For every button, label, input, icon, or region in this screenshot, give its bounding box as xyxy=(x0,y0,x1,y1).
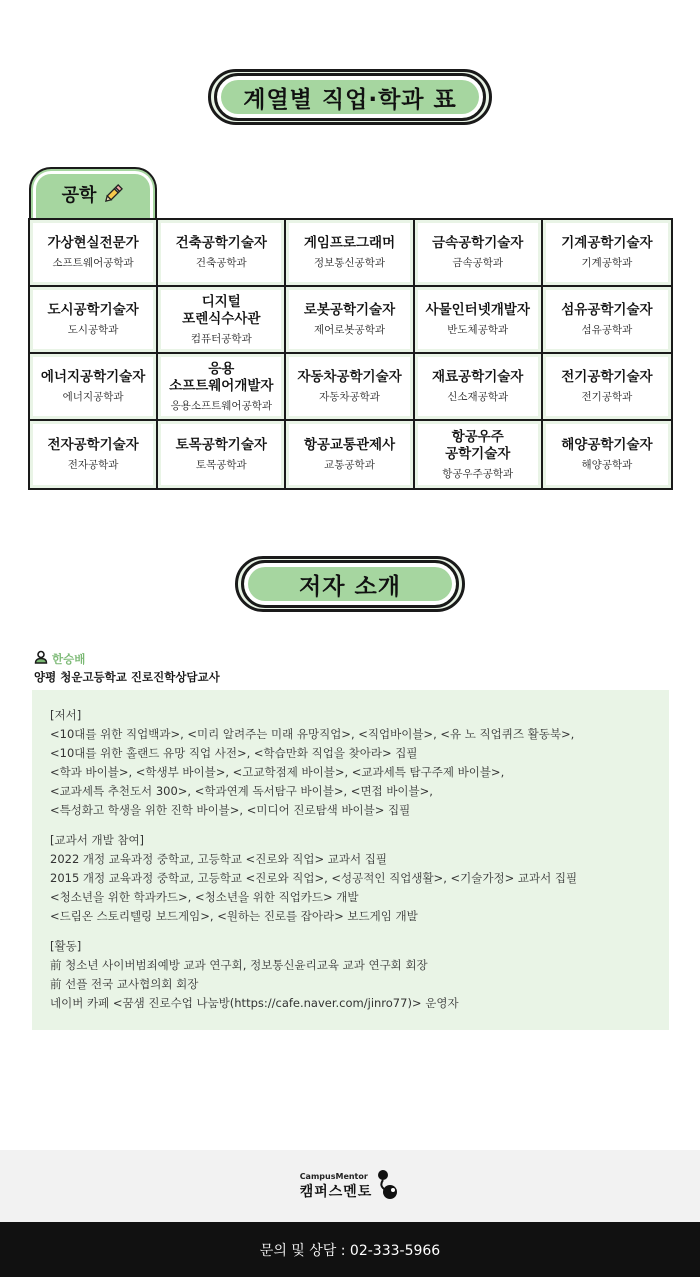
job-title: 자동차공학기술자 xyxy=(297,369,402,385)
department-name: 응용소프트웨어공학과 xyxy=(170,399,272,412)
person-icon xyxy=(34,650,48,667)
job-title: 섬유공학기술자 xyxy=(561,302,653,318)
table-cell xyxy=(286,354,414,421)
department-name: 토목공학과 xyxy=(195,459,247,471)
logo-english: CampusMentor xyxy=(299,1171,368,1181)
pencil-icon xyxy=(102,183,124,205)
info-line: <10대를 위한 직업백과>, <미리 알려주는 미래 유망직업>, <직업바이블>, <유 노 직업퀴즈 활동북>, xyxy=(50,727,575,741)
author-name: 한승배 xyxy=(52,651,86,666)
job-title: 디지털 포렌식수사관 xyxy=(182,293,261,327)
table-cell xyxy=(543,421,671,488)
author-role: 양평 청운고등학교 진로진학상담교사 xyxy=(34,670,220,684)
info-line: <드림온 스토리텔링 보드게임>, <원하는 진로를 잡아라> 보드게임 개발 xyxy=(50,909,418,923)
department-name: 정보통신공학과 xyxy=(313,257,385,269)
job-title: 로봇공학기술자 xyxy=(303,302,396,318)
job-title: 에너지공학기술자 xyxy=(40,369,146,385)
table-cell xyxy=(158,287,286,354)
table-cell xyxy=(30,220,158,287)
job-title: 기계공학기술자 xyxy=(561,235,653,251)
department-name: 반도체공학과 xyxy=(447,324,509,336)
table-cell xyxy=(543,220,671,287)
department-name: 컴퓨터공학과 xyxy=(190,332,252,345)
department-name: 금속공학과 xyxy=(452,257,504,269)
job-title: 도시공학기술자 xyxy=(47,302,139,318)
department-name: 해양공학과 xyxy=(581,459,633,471)
job-title: 항공우주 공학기술자 xyxy=(445,428,511,462)
department-name: 소프트웨어공학과 xyxy=(52,257,134,269)
job-title: 응용 소프트웨어개발자 xyxy=(169,360,274,394)
department-name: 제어로봇공학과 xyxy=(313,324,385,336)
table-cell xyxy=(543,354,671,421)
section-heading: [저서] xyxy=(50,708,82,722)
job-title: 건축공학기술자 xyxy=(175,235,267,251)
info-line: 前 청소년 사이버범죄예방 교과 연구회, 정보통신윤리교육 교과 연구회 회장 xyxy=(50,958,428,972)
info-line: <교과세특 추천도서 300>, <학과연계 독서탐구 바이블>, <면접 바이블>, xyxy=(50,784,433,798)
department-name: 섬유공학과 xyxy=(581,324,633,336)
job-title: 항공교통관제사 xyxy=(303,437,396,453)
table-cell xyxy=(30,421,158,488)
category-label: 공학 xyxy=(61,185,97,206)
info-line: <청소년을 위한 학과카드>, <청소년을 위한 직업카드> 개발 xyxy=(50,890,359,904)
job-title: 해양공학기술자 xyxy=(561,437,653,453)
footer-logo-bar xyxy=(0,1150,700,1222)
campusmentor-logo[interactable] xyxy=(300,1167,401,1205)
department-name: 자동차공학과 xyxy=(319,391,380,403)
table-cell xyxy=(30,354,158,421)
department-name: 도시공학과 xyxy=(67,324,119,336)
department-name: 교통공학과 xyxy=(324,459,375,471)
job-title: 사물인터넷개발자 xyxy=(425,302,530,318)
table-cell xyxy=(415,220,543,287)
table-cell xyxy=(30,287,158,354)
info-line: 前 선플 전국 교사협의회 회장 xyxy=(50,977,199,991)
job-title: 게임프로그래머 xyxy=(303,235,396,251)
department-name: 신소재공학과 xyxy=(447,391,509,403)
section-heading: [활동] xyxy=(50,939,82,953)
author-name-row xyxy=(34,650,85,667)
section-heading: [교과서 개발 참여] xyxy=(50,833,145,847)
table-cell xyxy=(286,220,414,287)
table-cell xyxy=(415,287,543,354)
job-title: 가상현실전문가 xyxy=(47,235,139,251)
info-section xyxy=(50,937,651,1013)
table-cell xyxy=(158,354,286,421)
table-cell xyxy=(158,220,286,287)
jobs-table xyxy=(28,218,673,490)
info-line: 네이버 카페 <꿈샘 진로수업 나눔방(https://cafe.naver.com/jinro77)> 운영자 xyxy=(50,996,459,1010)
logo-korean: 캠퍼스멘토 xyxy=(299,1183,373,1200)
author-info-box xyxy=(32,690,669,1030)
table-cell xyxy=(158,421,286,488)
footer-contact-bar xyxy=(0,1222,700,1277)
table-cell xyxy=(286,287,414,354)
job-title: 전자공학기술자 xyxy=(47,437,139,453)
info-line: 2022 개정 교육과정 중학교, 고등학교 <진로와 직업> 교과서 집필 xyxy=(50,852,387,866)
info-line: <10대를 위한 홀랜드 유망 직업 사전>, <학습만화 직업을 찾아라> 집필 xyxy=(50,746,418,760)
department-name: 기계공학과 xyxy=(581,257,633,269)
table-cell xyxy=(415,354,543,421)
category-tab xyxy=(29,167,157,219)
table-cell xyxy=(543,287,671,354)
job-title: 전기공학기술자 xyxy=(561,369,653,385)
info-line: 2015 개정 교육과정 중학교, 고등학교 <진로와 직업>, <성공적인 직업생활>, <기술가정> 교과서 집필 xyxy=(50,871,578,885)
table-cell xyxy=(286,421,414,488)
table-cell xyxy=(415,421,543,488)
job-title: 재료공학기술자 xyxy=(432,369,524,385)
job-title: 금속공학기술자 xyxy=(432,235,524,251)
job-title: 토목공학기술자 xyxy=(175,437,267,453)
contact-info[interactable]: 문의 및 상담 : 02-333-5966 xyxy=(259,1242,441,1259)
campusmentor-logo-icon xyxy=(374,1167,400,1205)
department-name: 항공우주공학과 xyxy=(442,467,514,480)
department-name: 전자공학과 xyxy=(67,459,119,471)
info-section xyxy=(50,706,651,820)
department-name: 전기공학과 xyxy=(581,391,633,403)
info-section xyxy=(50,831,651,926)
section-title-author: 저자 소개 xyxy=(241,560,459,608)
info-line: <학과 바이블>, <학생부 바이블>, <고교학점제 바이블>, <교과세특 탐구주제 바이블>, xyxy=(50,765,505,779)
info-line: <특성화고 학생을 위한 진학 바이블>, <미디어 진로탐색 바이블> 집필 xyxy=(50,803,411,817)
department-name: 에너지공학과 xyxy=(62,391,124,403)
department-name: 건축공학과 xyxy=(195,257,247,269)
section-title-jobs-table: 계열별 직업·학과 표 xyxy=(214,73,486,121)
